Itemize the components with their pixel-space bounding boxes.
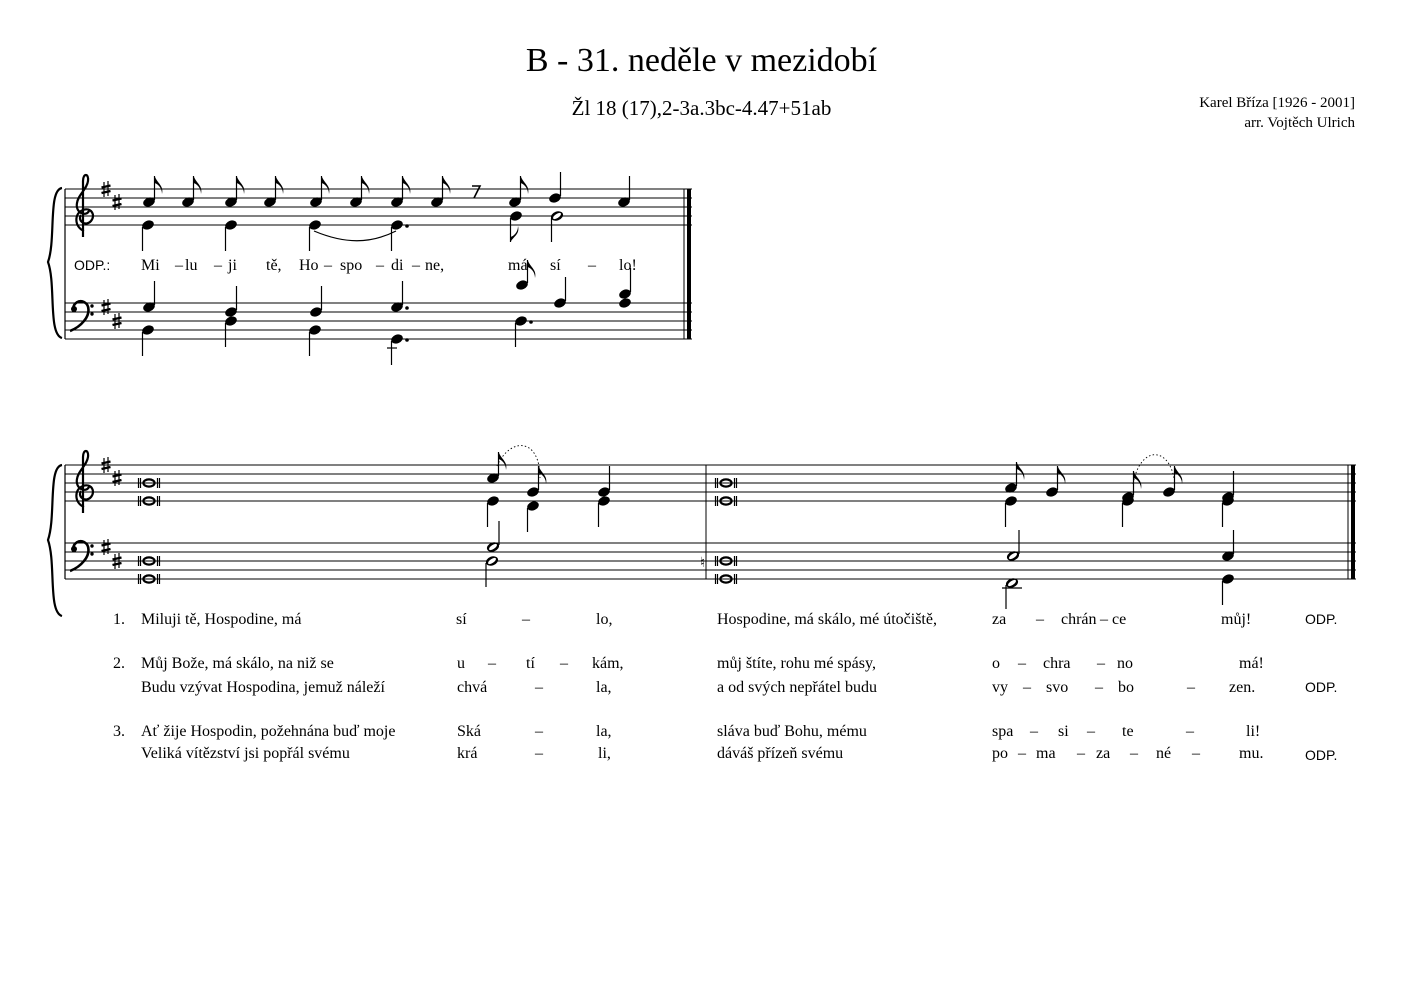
lyric-syllable: svo bbox=[1046, 679, 1069, 696]
lyric-syllable: né bbox=[1156, 745, 1172, 762]
lyric-syllable: mu. bbox=[1239, 745, 1264, 762]
lyric-syllable: Mi bbox=[141, 257, 160, 274]
lyric-syllable: sí bbox=[456, 611, 467, 628]
lyric-hyphen: – bbox=[1097, 655, 1105, 672]
lyric-syllable: zen. bbox=[1229, 679, 1256, 696]
lyric-syllable: ma bbox=[1036, 745, 1056, 762]
treble-staff-lines bbox=[65, 465, 1356, 501]
lyric-syllable: Ská bbox=[457, 723, 481, 740]
lyric-syllable: vy bbox=[992, 679, 1008, 696]
key-signature-treble bbox=[102, 181, 122, 210]
refrain-lyrics bbox=[74, 257, 637, 274]
response-marker: ODP. bbox=[1305, 679, 1338, 695]
lyric-syllable: chrán bbox=[1061, 611, 1097, 628]
recitation-chords bbox=[139, 478, 737, 584]
verse-number: 2. bbox=[113, 655, 125, 672]
lyric-syllable: si bbox=[1058, 723, 1069, 740]
verse-text-c: dáváš přízeň svému bbox=[717, 745, 844, 762]
lyric-syllable: te bbox=[1122, 723, 1134, 740]
lyric-syllable: li, bbox=[598, 745, 611, 762]
lyric-syllable: li! bbox=[1246, 723, 1261, 740]
composer-name: Karel Bříza [1926 - 2001] bbox=[1199, 95, 1355, 111]
lyric-hyphen: – bbox=[1186, 723, 1194, 740]
lyric-hyphen: – bbox=[535, 679, 543, 696]
lyric-hyphen: – bbox=[522, 611, 530, 628]
lyric-syllable: má! bbox=[1239, 655, 1264, 672]
verse-number: 1. bbox=[113, 611, 125, 628]
grand-staff-brace bbox=[48, 465, 62, 616]
lyric-syllable: ce bbox=[1112, 611, 1127, 628]
lyric-syllable: chvá bbox=[457, 679, 488, 696]
lyric-syllable: spa bbox=[992, 723, 1014, 740]
verse-text-a: Miluji tě, Hospodine, má bbox=[141, 611, 302, 628]
lyric-syllable: kám, bbox=[592, 655, 624, 672]
lyric-syllable: la, bbox=[596, 679, 612, 696]
lyric-syllable: po bbox=[992, 745, 1008, 762]
lyric-hyphen: – bbox=[1087, 723, 1095, 740]
lyric-syllable: lo! bbox=[619, 257, 637, 274]
lyric-syllable: za bbox=[992, 611, 1007, 628]
lyric-hyphen: – bbox=[1023, 679, 1031, 696]
lyric-syllable: di bbox=[391, 257, 404, 274]
lyric-syllable: lu bbox=[185, 257, 198, 274]
lyric-hyphen: – bbox=[1187, 679, 1195, 696]
bass-staff-lines bbox=[65, 303, 692, 339]
lyric-syllable: u bbox=[457, 655, 465, 672]
treble-clef-icon bbox=[76, 451, 93, 513]
verse-text-c: Hospodine, má skálo, mé útočiště, bbox=[717, 611, 937, 628]
grand-staff-brace bbox=[48, 188, 62, 338]
lyric-hyphen: – bbox=[1018, 745, 1026, 762]
treble-clef-icon bbox=[76, 175, 93, 237]
psalm-reference: Žl 18 (17),2-3a.3bc-4.47+51ab bbox=[571, 96, 832, 120]
lyric-hyphen: – bbox=[1192, 745, 1200, 762]
lyric-syllable: lo, bbox=[596, 611, 613, 628]
verse-text-c: a od svých nepřátel budu bbox=[717, 679, 877, 696]
arranger-name: arr. Vojtěch Ulrich bbox=[1244, 115, 1355, 131]
lyric-syllable: bo bbox=[1118, 679, 1134, 696]
bass-staff-lines bbox=[65, 543, 1356, 579]
lyric-syllable: no bbox=[1117, 655, 1133, 672]
response-marker: ODP. bbox=[1305, 611, 1338, 627]
system-2 bbox=[48, 446, 1356, 763]
system-1 bbox=[48, 172, 692, 365]
lyric-syllable: krá bbox=[457, 745, 478, 762]
lyric-hyphen: – bbox=[324, 257, 332, 274]
lyric-hyphen: – bbox=[1130, 745, 1138, 762]
lyric-syllable: la, bbox=[596, 723, 612, 740]
lyric-hyphen: – bbox=[488, 655, 496, 672]
page-title: B - 31. neděle v mezidobí bbox=[525, 42, 878, 79]
lyric-hyphen: – bbox=[175, 257, 183, 274]
lyric-syllable: tí bbox=[526, 655, 535, 672]
lyric-syllable: o bbox=[992, 655, 1000, 672]
response-marker: ODP. bbox=[1305, 747, 1338, 763]
lyric-syllable: sí bbox=[550, 257, 561, 274]
lyric-hyphen: – bbox=[1036, 611, 1044, 628]
lyric-hyphen: – bbox=[535, 745, 543, 762]
eighth-rest-icon bbox=[472, 186, 480, 198]
verse-lyrics bbox=[113, 611, 1337, 763]
cadence-notes-bar-2 bbox=[1002, 455, 1235, 609]
lyric-hyphen: – bbox=[535, 723, 543, 740]
lyric-hyphen: – bbox=[1095, 679, 1103, 696]
lyric-hyphen: – bbox=[1100, 611, 1108, 628]
lyric-syllable: má bbox=[508, 257, 528, 274]
final-barline bbox=[684, 189, 689, 339]
lyric-hyphen: – bbox=[1018, 655, 1026, 672]
cadence-notes-bar-1 bbox=[485, 446, 612, 587]
lyric-syllable: ji bbox=[228, 257, 237, 274]
lyric-hyphen: – bbox=[1030, 723, 1038, 740]
lyric-hyphen: – bbox=[1077, 745, 1085, 762]
lyric-hyphen: – bbox=[588, 257, 596, 274]
lyric-hyphen: – bbox=[412, 257, 420, 274]
lyric-hyphen: – bbox=[214, 257, 222, 274]
verse-text-a: Ať žije Hospodin, požehnána buď moje bbox=[141, 723, 396, 740]
lyric-syllable: chra bbox=[1043, 655, 1071, 672]
lyric-syllable: za bbox=[1096, 745, 1111, 762]
lyric-syllable: ne, bbox=[425, 257, 445, 274]
bass-clef-icon bbox=[70, 541, 94, 571]
bass-clef-icon bbox=[70, 301, 94, 331]
tie bbox=[314, 231, 396, 241]
lyric-hyphen: – bbox=[560, 655, 568, 672]
verse-text-c: můj štíte, rohu mé spásy, bbox=[717, 655, 876, 672]
lyric-syllable: Ho bbox=[299, 257, 319, 274]
lyric-syllable: spo bbox=[340, 257, 363, 274]
lyric-syllable: tě, bbox=[266, 257, 282, 274]
verse-text-c: sláva buď Bohu, mému bbox=[717, 723, 867, 740]
natural-sign-icon: ♮ bbox=[700, 555, 706, 571]
verse-text-a: Můj Bože, má skálo, na niž se bbox=[141, 655, 334, 672]
lyric-syllable: můj! bbox=[1221, 611, 1252, 628]
final-barline bbox=[1348, 465, 1353, 579]
dashed-slur bbox=[1133, 455, 1174, 484]
lyric-hyphen: – bbox=[376, 257, 384, 274]
treble-staff-lines bbox=[65, 189, 692, 225]
verse-text-a: Veliká vítězství jsi popřál svému bbox=[141, 745, 350, 762]
key-signature-treble bbox=[102, 457, 122, 486]
verse-number: 3. bbox=[113, 723, 125, 740]
refrain-label: ODP.: bbox=[74, 257, 111, 273]
verse-text-a: Budu vzývat Hospodina, jemuž náleží bbox=[141, 679, 385, 696]
